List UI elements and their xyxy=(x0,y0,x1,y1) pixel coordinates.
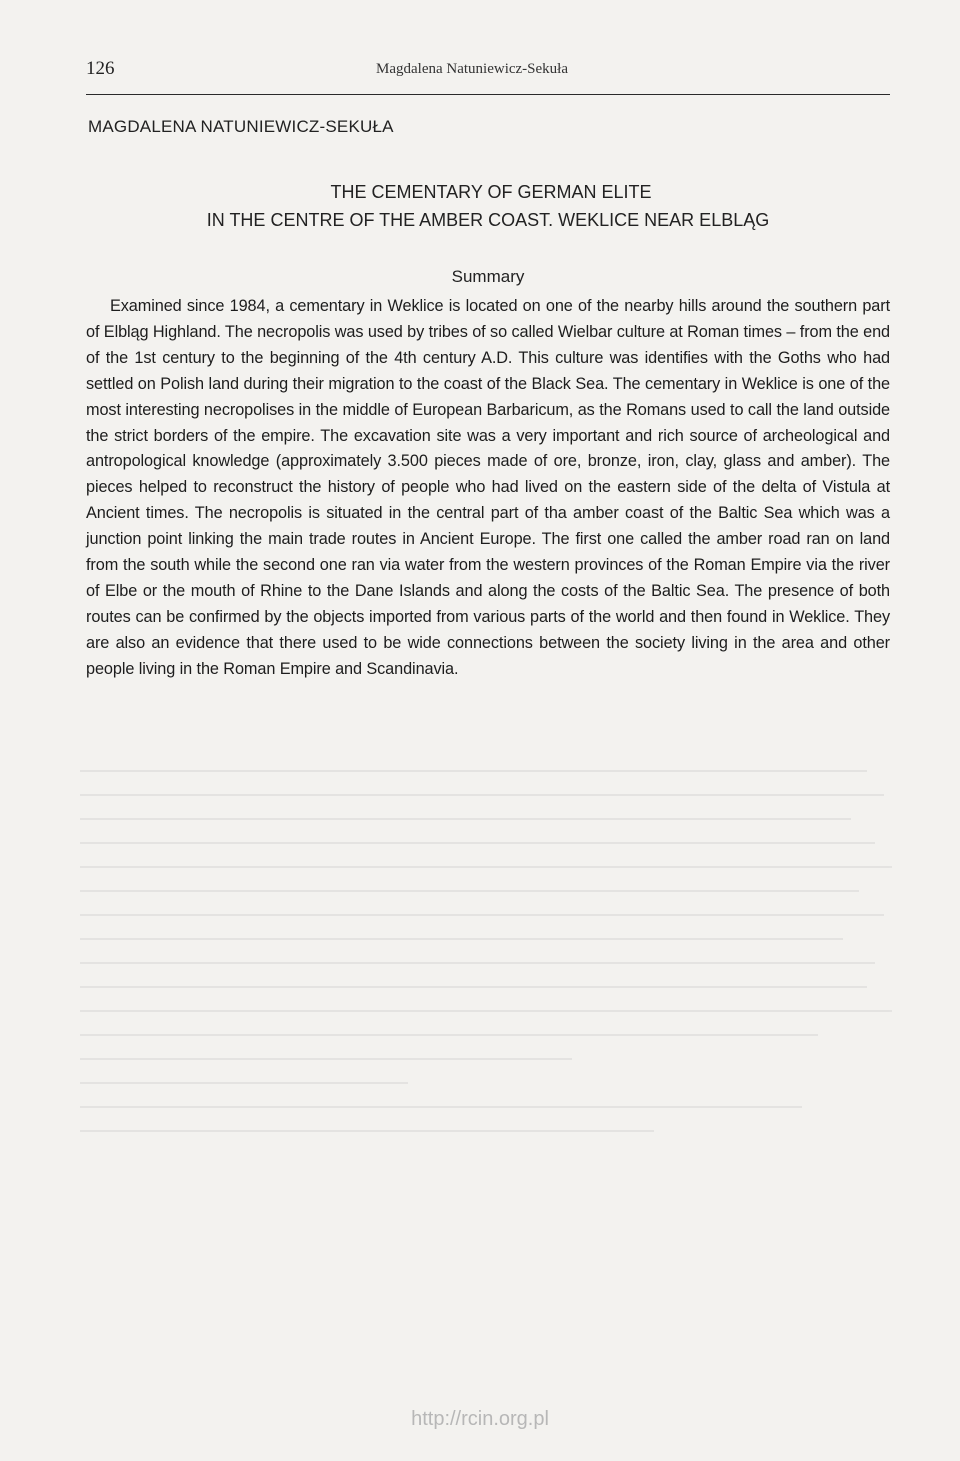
author-name: MAGDALENA NATUNIEWICZ-SEKUŁA xyxy=(88,117,394,136)
summary-paragraph: Examined since 1984, a cementary in Weklice is located on one of the nearby hills around the southern part of Elbląg Highland. The necropolis was used by tribes of so called Wielbar culture at Roman times – from the end of the 1st century to the beginning of the 4th century A.D. This culture was identifies with the Goths who had settled on Polish land during their migration to the coast of the Black Sea. The cementary in Weklice is one of the most interesting necropolises in the middle of European Barbaricum, as the Romans used to call the land outside the strict borders of the empire. The excavation site was a very important and rich source of archeological and antropological knowledge (approximately 3.500 pieces made of ore, bronze, iron, clay, glass and amber). The pieces helped to reconstruct the history of people who had lived on the eastern side of the delta of Vistula at Ancient times. The necropolis is situated in the central part of tha amber coast of the Baltic Sea which was a junction point linking the main trade routes in Ancient Europe. The first one called the amber road ran on land from the south while the second one ran via water from the western provinces of the Roman Empire via the river of Elbe or the mouth of Rhine to the Dane Islands and along the costs of the Baltic Sea. The presence of both routes can be confirmed by the objects imported from various parts of the world and then found in Weklice. They are also an evidence that there used to be wide connections between the society living in the area and other people living in the Roman Empire and Scandinavia. xyxy=(86,297,890,678)
title-line-1: THE CEMENTARY OF GERMAN ELITE xyxy=(330,182,652,202)
page-number: 126 xyxy=(86,58,115,79)
running-head: Magdalena Natuniewicz-Sekuła xyxy=(376,61,569,77)
page-header xyxy=(86,58,890,82)
bleed-through-texture xyxy=(80,770,900,1230)
header-rule xyxy=(86,94,890,95)
title-line-2: IN THE CENTRE OF THE AMBER COAST. WEKLICE NEAR ELBLĄG xyxy=(206,210,770,230)
article-title xyxy=(86,178,890,234)
summary-heading: Summary xyxy=(451,267,525,286)
source-url: http://rcin.org.pl xyxy=(411,1408,549,1430)
